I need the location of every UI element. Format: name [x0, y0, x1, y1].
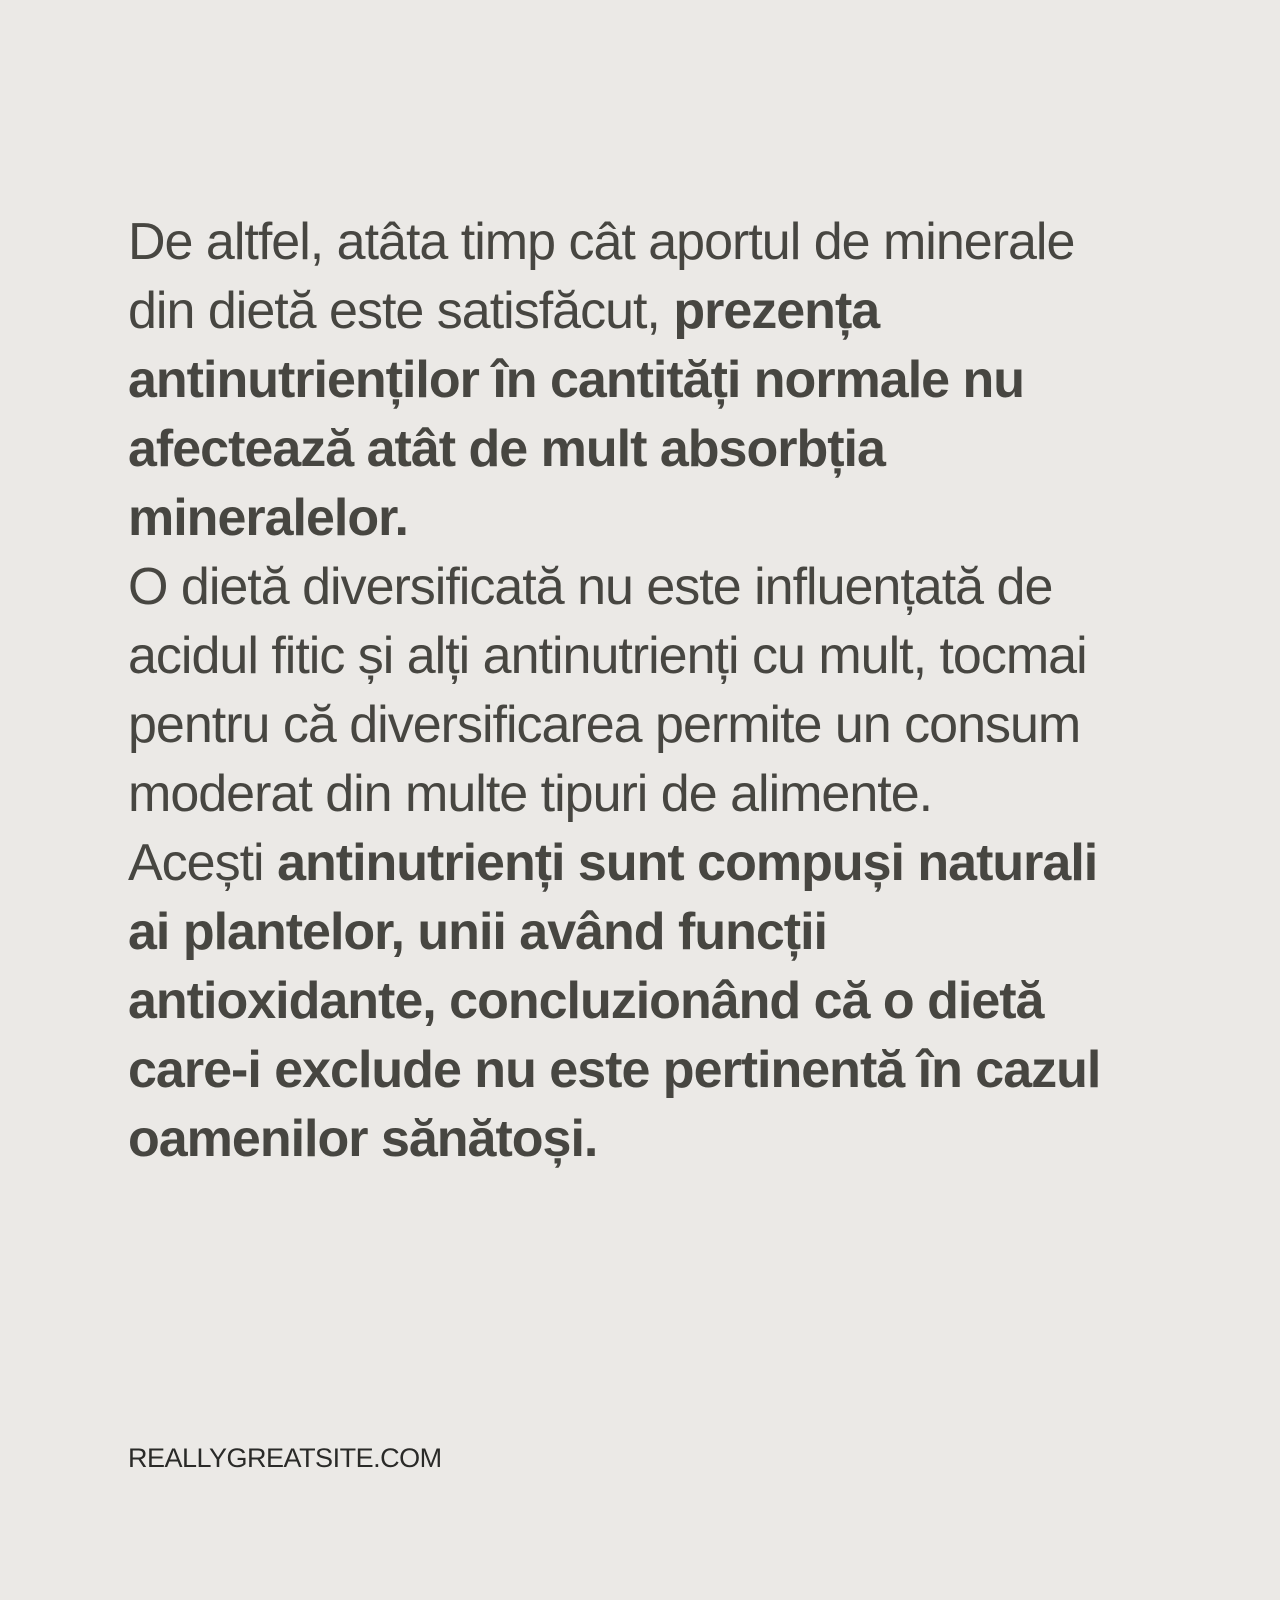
paragraph-1-text: De altfel, atâta timp cât aportul de minerale din dietă este satisfăcut,: [128, 213, 1075, 340]
paragraph-2: [128, 553, 1128, 829]
paragraph-3: [128, 829, 1128, 1174]
paragraph-1: [128, 208, 1128, 553]
paragraph-1-bold: prezența antinutrienților în cantități normale nu afectează atât de mult absorbția mineralelor.: [128, 282, 1025, 547]
paragraph-2-text: O dietă diversificată nu este influențată de acidul fitic și alți antinutrienți cu mult, tocmai pentru că diversificarea permite un consum moderat din multe tipuri de alimente.: [128, 558, 1087, 823]
paragraph-3-bold: antinutrienți sunt compuși naturali ai plantelor, unii având funcții antioxidante, concluzionând că o dietă care-i exclude nu este pertinentă în cazul oamenilor sănătoși.: [128, 834, 1101, 1168]
article-text: [128, 208, 1128, 1174]
paragraph-3-text: Acești: [128, 834, 278, 892]
website-url: REALLYGREATSITE.COM: [128, 1443, 442, 1473]
